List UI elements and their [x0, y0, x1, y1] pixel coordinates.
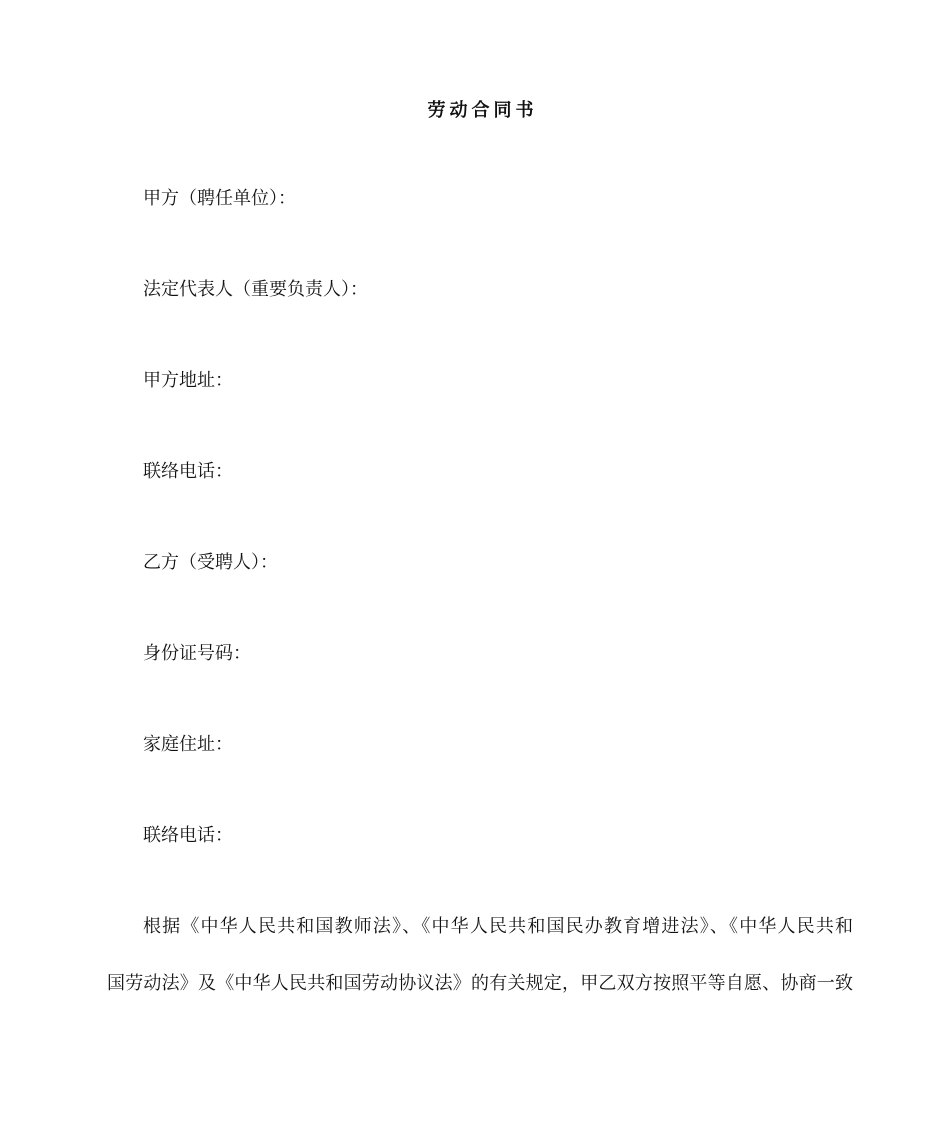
- field-party-b-phone: 联络电话：: [143, 825, 233, 846]
- field-party-b: 乙方（受聘人）：: [143, 552, 278, 573]
- document-title: 劳动合同书: [427, 100, 538, 121]
- field-party-a: 甲方（聘任单位）：: [143, 188, 296, 209]
- field-home-address: 家庭住址：: [143, 734, 233, 755]
- paragraph-line-1: 根据《中华人民共和国教师法》、《中华人民共和国民办教育增进法》、《中华人民共和: [143, 916, 853, 937]
- field-party-a-phone: 联络电话：: [143, 461, 233, 482]
- field-id-number: 身份证号码：: [143, 643, 251, 664]
- field-party-a-address: 甲方地址：: [143, 370, 233, 391]
- paragraph-line-2: 国劳动法》及《中华人民共和国劳动协议法》的有关规定，甲乙双方按照平等自愿、协商一致: [107, 973, 853, 994]
- field-legal-representative: 法定代表人（重要负责人）：: [143, 279, 368, 300]
